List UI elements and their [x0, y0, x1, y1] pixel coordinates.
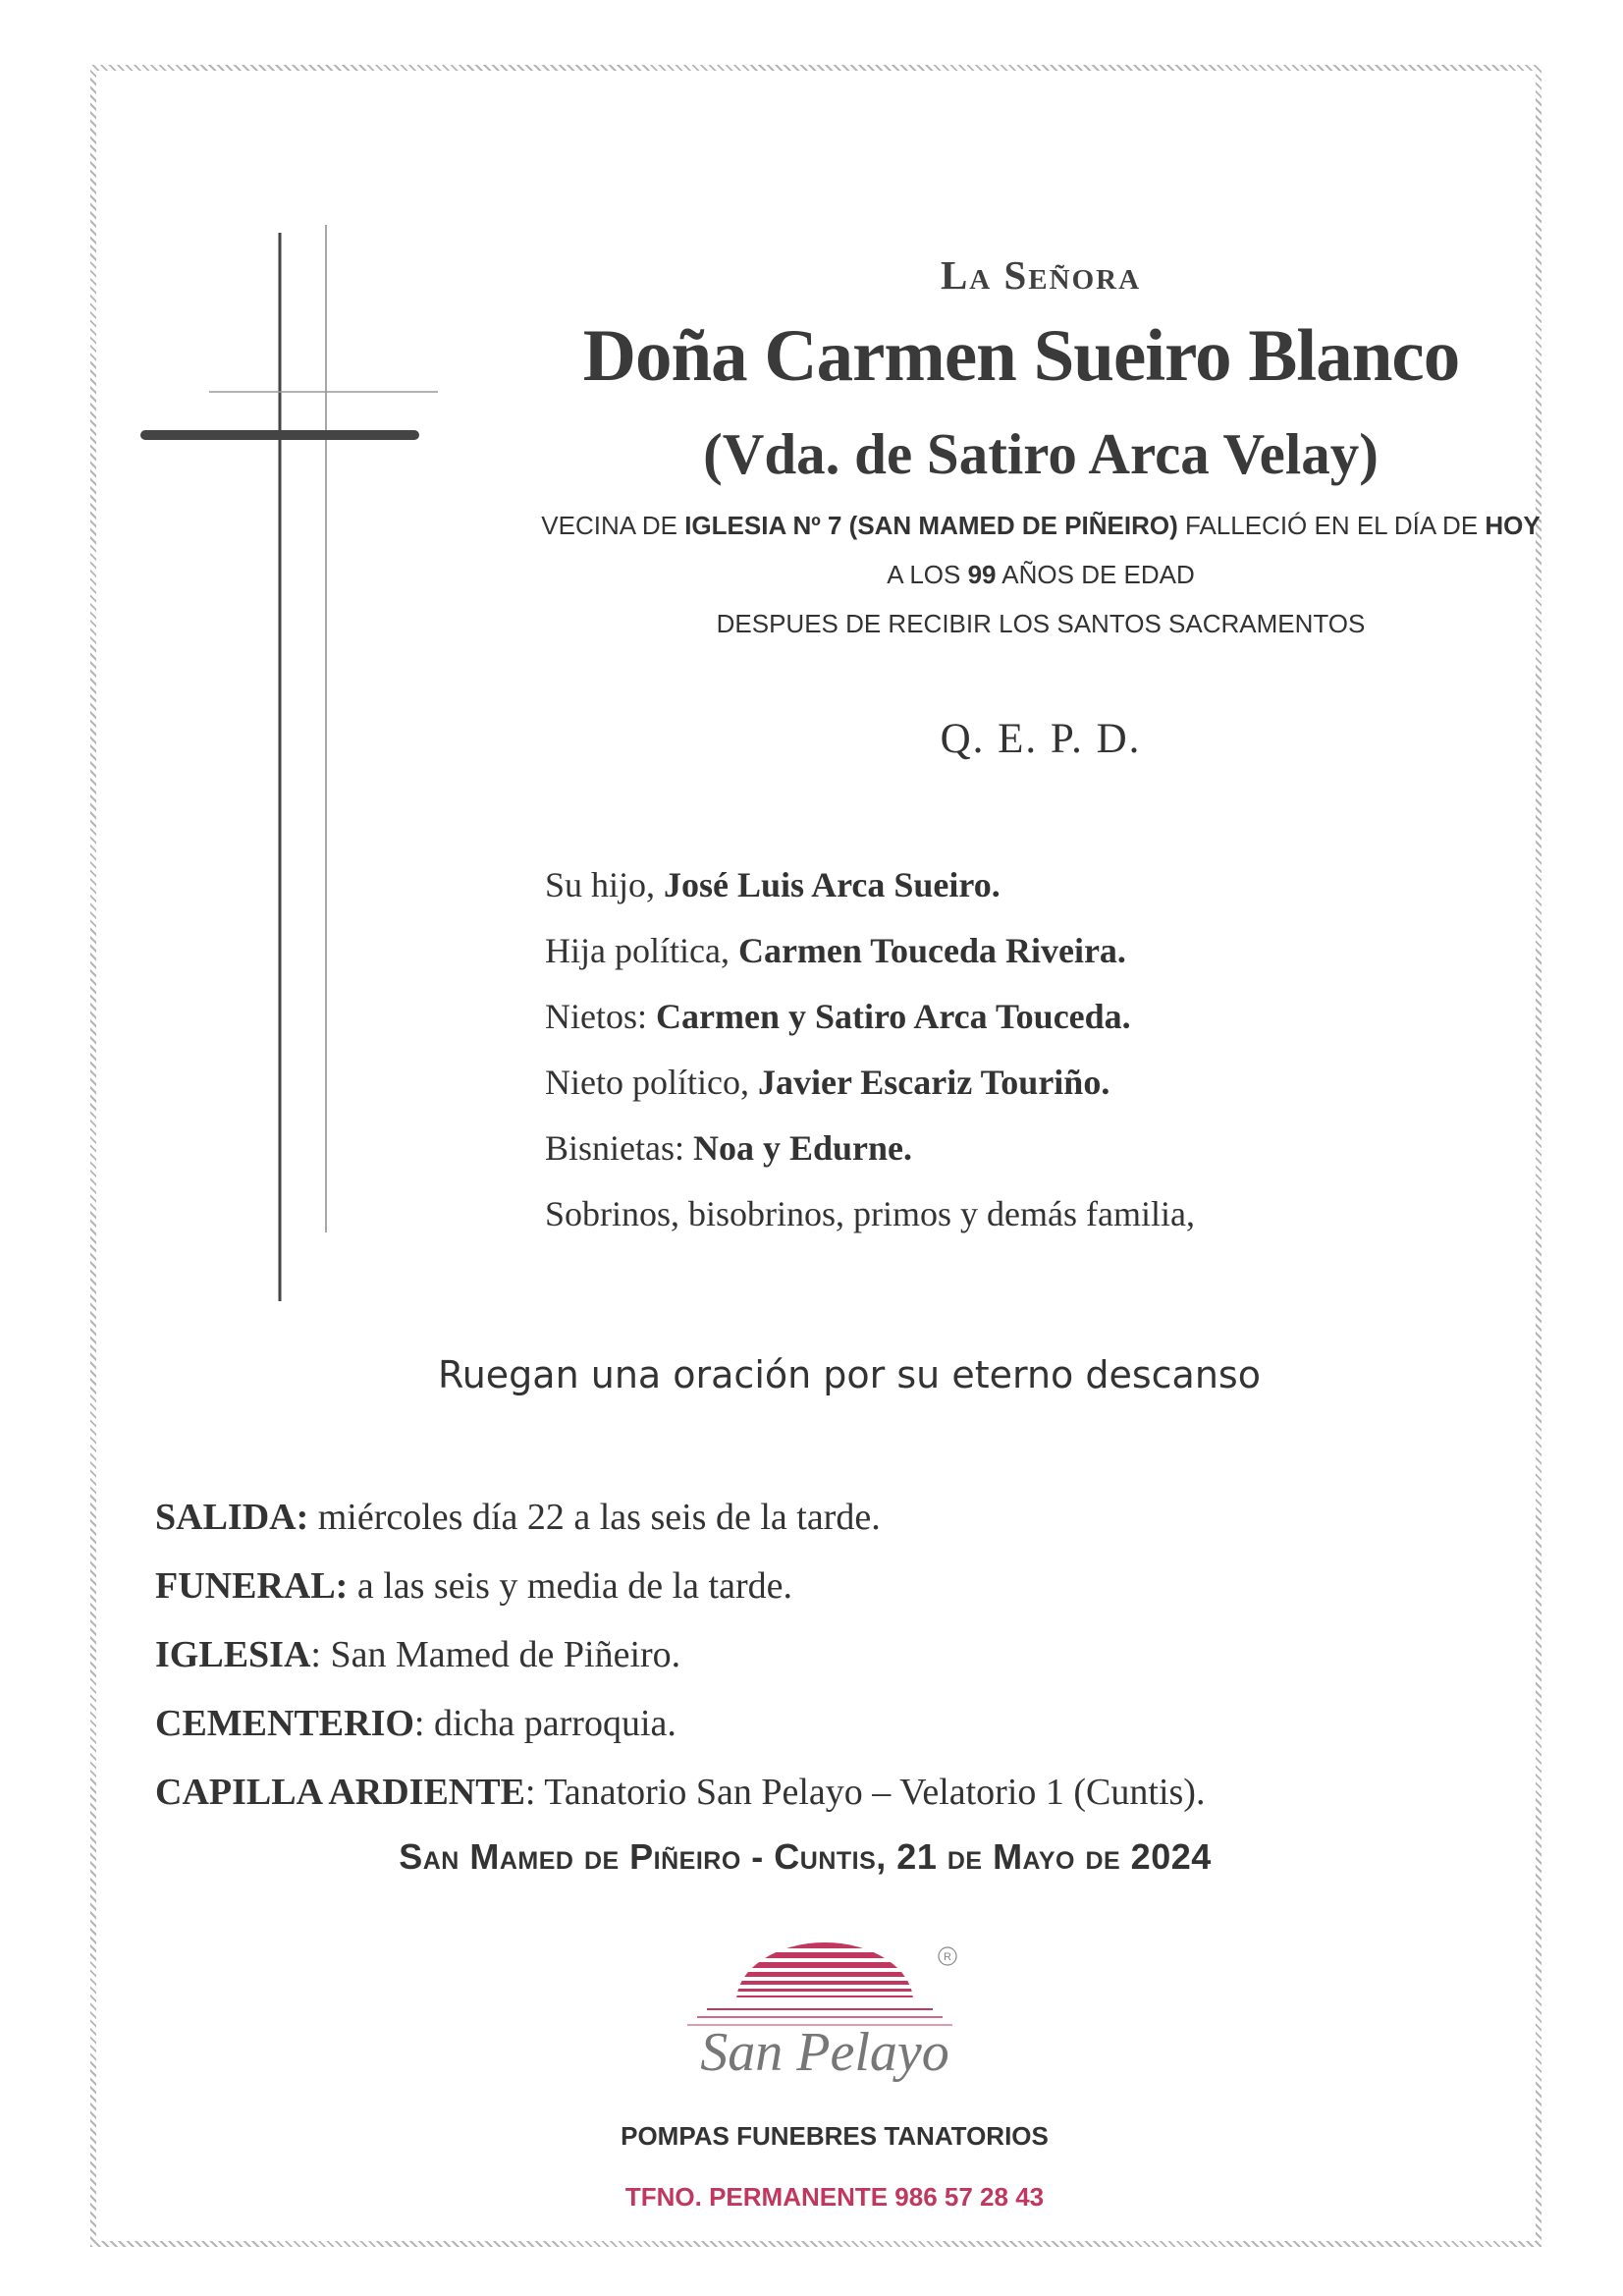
phone-number: TFNO. PERMANENTE 986 57 28 43	[624, 2182, 1045, 2212]
company-name: POMPAS FUNEBRES TANATORIOS	[621, 2121, 1049, 2151]
san-pelayo-logo	[668, 1933, 982, 2109]
family-line: Nieto político, Javier Escariz Touriño.	[545, 1063, 1110, 1102]
ceremony-line-capilla: CAPILLA ARDIENTE: Tanatorio San Pelayo – Velatorio 1 (Cuntis).	[155, 1772, 1206, 1813]
logo-text: San Pelayo	[700, 2022, 949, 2083]
title-prefix: La Señora	[940, 252, 1142, 298]
info-line-1: VECINA DE IGLESIA Nº 7 (SAN MAMED DE PIÑEIRO) FALLECIÓ EN EL DÍA DE HOY	[541, 511, 1541, 540]
info-line-3: DESPUES DE RECIBIR LOS SANTOS SACRAMENTOS	[716, 609, 1366, 638]
qepd: Q. E. P. D.	[940, 716, 1142, 762]
widow-of: (Vda. de Satiro Arca Velay)	[703, 421, 1379, 486]
family-line: Su hijo, José Luis Arca Sueiro.	[545, 865, 1001, 904]
prayer-request: Ruegan una oración por su eterno descanso	[438, 1353, 1261, 1396]
cross-icon	[137, 221, 452, 1321]
place-date: San Mamed de Piñeiro - Cuntis, 21 de Mayo de 2024	[399, 1836, 1212, 1877]
ceremony-line-cementerio: CEMENTERIO: dicha parroquia.	[155, 1703, 676, 1744]
deceased-name: Doña Carmen Sueiro Blanco	[582, 315, 1460, 397]
ceremony-line-funeral: FUNERAL: a las seis y media de la tarde.	[155, 1565, 792, 1607]
family-line: Nietos: Carmen y Satiro Arca Touceda.	[545, 997, 1131, 1036]
registered-mark: R	[944, 1951, 951, 1963]
ceremony-line-iglesia: IGLESIA: San Mamed de Piñeiro.	[155, 1634, 681, 1675]
ceremony-line-salida: SALIDA: miércoles día 22 a las seis de la tarde.	[155, 1497, 881, 1538]
ceremony-details	[155, 1483, 1205, 1827]
family-list	[545, 852, 1195, 1247]
info-line-2: A LOS 99 AÑOS DE EDAD	[887, 560, 1195, 589]
family-line: Bisnietas: Noa y Edurne.	[545, 1128, 913, 1168]
family-line: Hija política, Carmen Touceda Riveira.	[545, 931, 1126, 970]
family-line: Sobrinos, bisobrinos, primos y demás familia,	[545, 1194, 1195, 1233]
